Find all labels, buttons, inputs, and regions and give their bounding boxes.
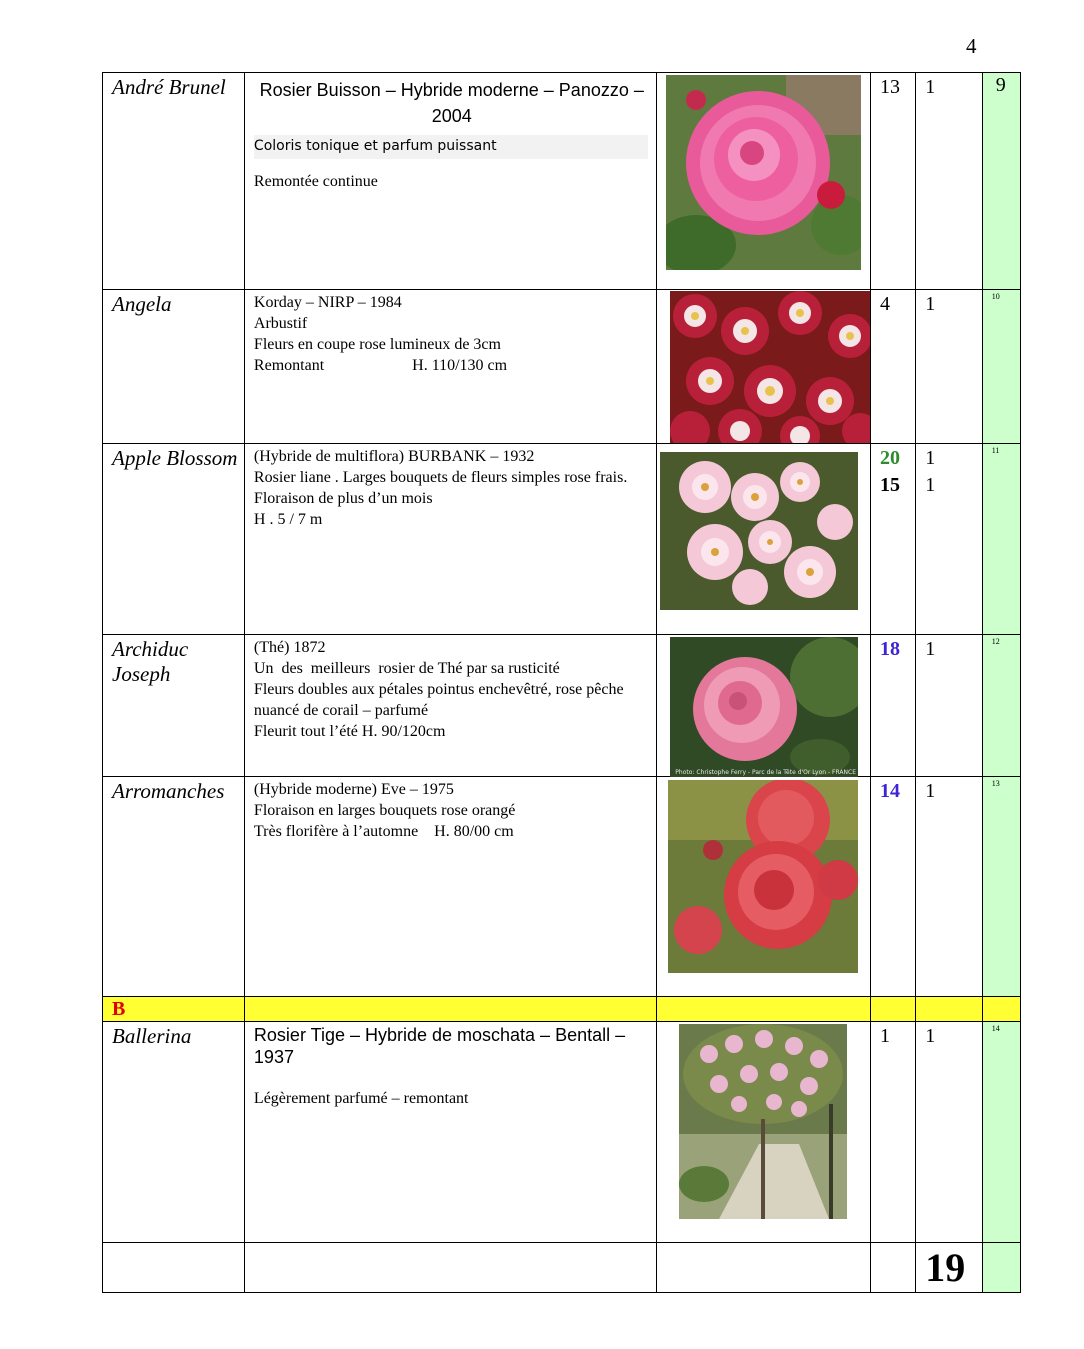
peach-pink-rose-photo — [670, 637, 858, 777]
total-value: 19 — [925, 1245, 966, 1290]
index-number: 12 — [991, 637, 1000, 646]
name-cell — [103, 444, 245, 635]
description-cell — [244, 290, 656, 444]
index-number: 10 — [991, 292, 1000, 301]
index-cell — [982, 290, 1020, 444]
rose-description-highlight: Coloris tonique et parfum puissant — [254, 135, 648, 159]
description-cell — [244, 444, 656, 635]
rose-description-line: Arbustif — [253, 315, 308, 332]
section-band — [103, 997, 1021, 1022]
index-cell — [982, 444, 1020, 635]
rose-description-line: Floraison en larges bouquets rose orangé — [253, 802, 516, 819]
empty-cell — [656, 1243, 870, 1293]
total-cell — [916, 1243, 982, 1293]
table-row — [103, 777, 1021, 997]
description-cell — [244, 1022, 656, 1243]
index-cell — [982, 777, 1020, 997]
section-band-cell — [656, 997, 870, 1022]
section-band-cell — [244, 997, 656, 1022]
image-cell — [656, 444, 870, 635]
index-number: 14 — [991, 1024, 1000, 1033]
rose-description-line: Légèrement parfumé – remontant — [253, 1090, 469, 1107]
rose-description-head: Rosier Buisson – Hybride moderne – Panozzo – 2004 — [259, 80, 644, 126]
photo-credit: Photo: Christophe Ferry - Parc de la Tête d'Or Lyon - FRANCE — [674, 769, 856, 776]
table-row — [103, 73, 1021, 290]
rose-description-line: Un des meilleurs rosier de Thé par sa rusticité — [253, 660, 560, 677]
table-row — [103, 444, 1021, 635]
table-row — [103, 635, 1021, 777]
section-band-cell — [871, 997, 916, 1022]
name-cell — [103, 777, 245, 997]
quantity-cell — [871, 777, 916, 997]
index-number: 13 — [991, 779, 1000, 788]
coral-red-roses-photo — [668, 780, 858, 973]
count-cell — [916, 777, 982, 997]
count-value: 1 — [925, 1025, 936, 1047]
count-cell — [916, 635, 982, 777]
description-cell — [244, 777, 656, 997]
description-cell — [244, 73, 656, 290]
image-cell — [656, 777, 870, 997]
image-cell — [656, 290, 870, 444]
image-cell — [656, 73, 870, 290]
rose-description-line: Remontant H. 110/130 cm — [253, 357, 508, 374]
count-cell — [916, 73, 982, 290]
rose-description-line: Korday – NIRP – 1984 — [253, 294, 402, 311]
rose-catalog-table — [102, 72, 1021, 1293]
rose-name: André Brunel — [112, 75, 226, 99]
rose-description-line: (Hybride moderne) Eve – 1975 — [253, 781, 454, 798]
image-cell — [656, 1022, 870, 1243]
light-pink-simple-roses-photo — [660, 452, 858, 610]
rose-description-line: Fleurs doubles aux pétales pointus enchevêtré, rose pêche nuancé de corail – parfumé — [253, 681, 624, 719]
description-cell — [244, 635, 656, 777]
table-row — [103, 290, 1021, 444]
rose-description-line: (Hybride de multiflora) BURBANK – 1932 — [253, 448, 535, 465]
red-white-roses-photo — [670, 291, 870, 443]
name-cell — [103, 1022, 245, 1243]
quantity-value: 4 — [880, 293, 890, 315]
index-cell — [982, 1022, 1020, 1243]
name-cell — [103, 635, 245, 777]
rose-description-line: Remontée continue — [253, 173, 378, 190]
rose-description-line: Fleurs en coupe rose lumineux de 3cm — [253, 336, 501, 353]
rose-description-line: Fleurit tout l’été H. 90/120cm — [253, 723, 446, 740]
count-value: 1 — [925, 474, 936, 496]
quantity-cell — [871, 635, 916, 777]
quantity-value: 14 — [880, 780, 900, 802]
quantity-cell — [871, 444, 916, 635]
table-row — [103, 1022, 1021, 1243]
count-cell — [916, 1022, 982, 1243]
rose-name: Apple Blossom — [112, 446, 238, 470]
empty-cell — [244, 1243, 656, 1293]
count-value: 1 — [925, 780, 936, 802]
empty-cell — [871, 1243, 916, 1293]
count-value: 1 — [925, 638, 936, 660]
quantity-cell — [871, 290, 916, 444]
name-cell — [103, 73, 245, 290]
section-band-cell — [916, 997, 982, 1022]
rose-description-line: (Thé) 1872 — [253, 639, 326, 656]
quantity-cell — [871, 1022, 916, 1243]
section-letter-cell — [103, 997, 245, 1022]
count-cell — [916, 290, 982, 444]
quantity-value: 15 — [880, 474, 900, 496]
quantity-value: 20 — [880, 447, 900, 469]
count-value: 1 — [925, 293, 936, 315]
rose-name: Ballerina — [112, 1024, 192, 1048]
index-cell — [982, 73, 1020, 290]
rose-description-head: Rosier Tige – Hybride de moschata – Bentall – 1937 — [253, 1025, 626, 1067]
image-cell — [656, 635, 870, 777]
page-number: 4 — [966, 34, 977, 58]
empty-cell — [103, 1243, 245, 1293]
count-cell — [916, 444, 982, 635]
index-cell — [982, 635, 1020, 777]
section-letter: B — [112, 998, 126, 1020]
rose-description-line: H . 5 / 7 m — [253, 511, 323, 528]
rose-name: Archiduc Joseph — [112, 637, 189, 686]
index-number: 11 — [991, 446, 1000, 455]
quantity-value: 18 — [880, 638, 900, 660]
rose-description-line: Rosier liane . Larges bouquets de fleurs simples rose frais. Floraison de plus d’un mois — [253, 469, 628, 507]
quantity-cell — [871, 73, 916, 290]
standard-rose-tree-photo — [679, 1024, 847, 1219]
empty-cell — [982, 1243, 1020, 1293]
pink-rose-photo — [666, 75, 861, 270]
rose-name: Angela — [112, 292, 172, 316]
section-band-cell — [982, 997, 1020, 1022]
name-cell — [103, 290, 245, 444]
rose-name: Arromanches — [112, 779, 225, 803]
rose-description-line: Très florifère à l’automne H. 80/00 cm — [253, 823, 514, 840]
count-value: 1 — [925, 447, 936, 469]
total-row — [103, 1243, 1021, 1293]
count-value: 1 — [925, 76, 936, 98]
index-number: 9 — [995, 74, 1006, 96]
quantity-value: 1 — [880, 1025, 890, 1047]
quantity-value: 13 — [880, 76, 900, 98]
